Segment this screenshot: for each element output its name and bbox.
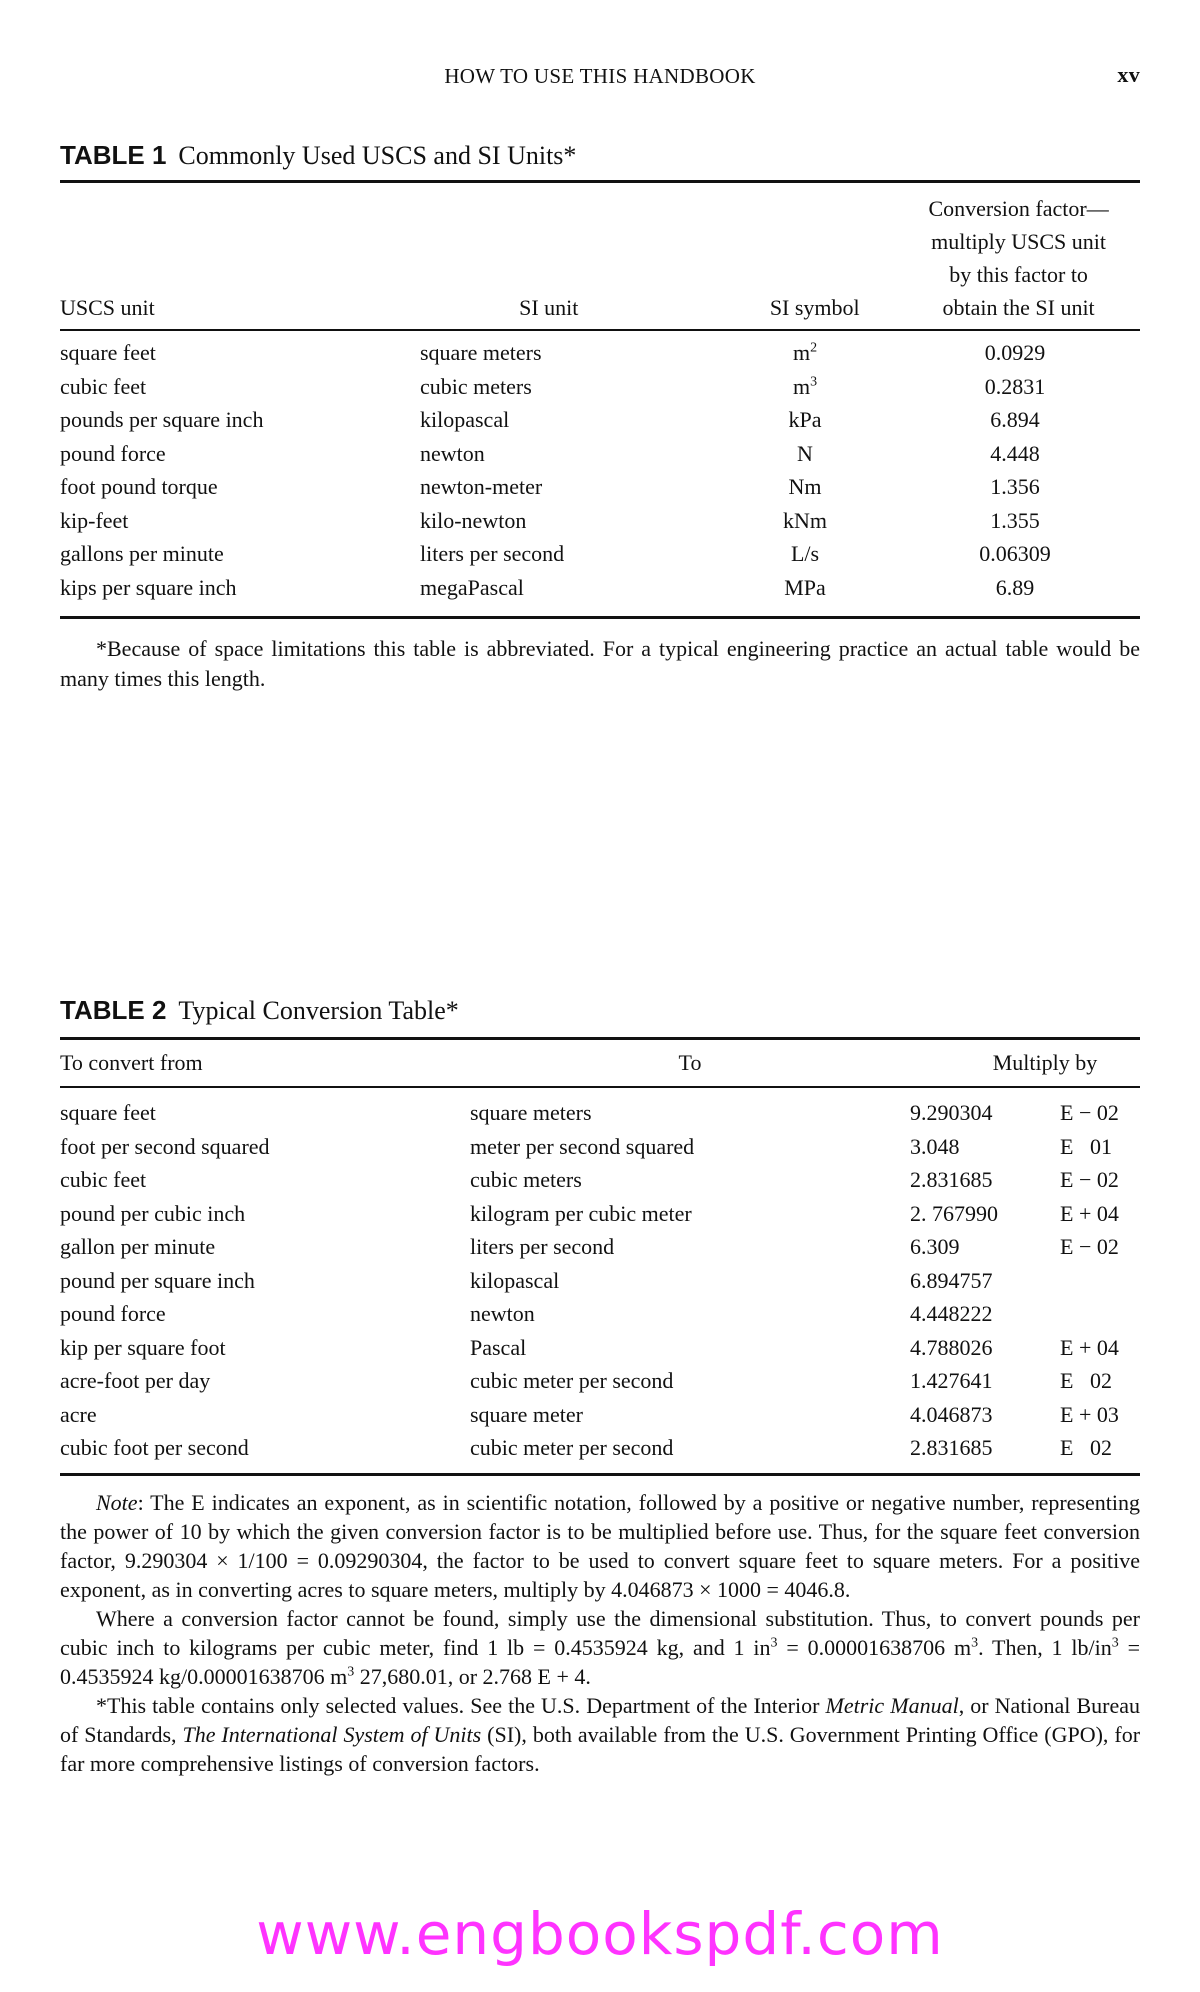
multiplier-cell: 4.788026 bbox=[910, 1334, 993, 1360]
table-row bbox=[60, 1431, 1140, 1465]
table-row bbox=[60, 336, 1140, 370]
table-row bbox=[60, 1130, 1140, 1164]
source-footnote bbox=[60, 1691, 1140, 1778]
note-text: : The E indicates an exponent, as in scientific notation, followed by a positive or negative number, representing the power of 10 by which the given conversion factor is to be multiplied before use. Thus, for the square feet conversion factor, 9.290304 × 1/100 = 0.09290304, the factor to be used to convert square feet to square meters. For a positive exponent, as in converting acres to square meters, multiply by 4.046873 × 1000 = 4046.8. bbox=[60, 1490, 1140, 1602]
exponent-cell: E − 02 bbox=[1060, 1167, 1119, 1192]
col-si-unit: SI unit bbox=[519, 295, 579, 320]
table-row bbox=[60, 1331, 1140, 1365]
table2-header bbox=[60, 1042, 1140, 1084]
si-cell: newton-meter bbox=[420, 474, 543, 499]
table1-body bbox=[60, 336, 1140, 604]
uscs-cell: square feet bbox=[60, 340, 156, 365]
multiplier-cell: 2. 767990 bbox=[910, 1200, 998, 1226]
symbol-cell bbox=[720, 403, 890, 437]
symbol-cell bbox=[720, 537, 890, 571]
note-label: Note bbox=[96, 1490, 138, 1515]
uscs-cell: gallons per minute bbox=[60, 541, 224, 566]
handbook-page bbox=[60, 0, 1140, 1992]
substitution-text: 27,680.01, or 2.768 E + 4. bbox=[354, 1664, 591, 1689]
table1-header bbox=[60, 192, 1140, 332]
multiplier-cell: 1.427641 bbox=[910, 1368, 993, 1393]
symbol-cell bbox=[720, 504, 890, 538]
from-cell: pound per square inch bbox=[60, 1267, 255, 1293]
to-cell: kilopascal bbox=[470, 1267, 560, 1293]
table1-header-rule bbox=[60, 329, 1140, 331]
from-cell: kip per square foot bbox=[60, 1334, 226, 1360]
running-title: HOW TO USE THIS HANDBOOK bbox=[444, 64, 756, 88]
symbol-cell bbox=[720, 571, 890, 605]
col-conversion-factor bbox=[897, 192, 1140, 332]
table2-notes bbox=[60, 1488, 1140, 1778]
to-cell: cubic meters bbox=[470, 1167, 582, 1192]
uscs-cell: foot pound torque bbox=[60, 474, 218, 499]
symbol-text: Nm bbox=[788, 474, 822, 499]
table2-top-rule bbox=[60, 1037, 1140, 1040]
table2-body bbox=[60, 1096, 1140, 1465]
source-text: *This table contains only selected values. See the U.S. Department of the Interior bbox=[96, 1693, 826, 1718]
from-cell: acre bbox=[60, 1401, 97, 1427]
cube-exponent: 3 bbox=[971, 1635, 979, 1651]
cube-exponent: 3 bbox=[770, 1635, 778, 1651]
to-cell: Pascal bbox=[470, 1334, 527, 1360]
si-cell: newton bbox=[420, 440, 485, 466]
exponent-cell: E 02 bbox=[1060, 1435, 1112, 1460]
si-cell: cubic meters bbox=[420, 373, 532, 399]
symbol-cell bbox=[720, 470, 890, 504]
to-cell: square meter bbox=[470, 1401, 583, 1427]
source-text: , or National Bureau of Standards, bbox=[60, 1693, 1141, 1747]
symbol-text: m bbox=[792, 373, 811, 399]
table-row bbox=[60, 571, 1140, 605]
symbol-text: N bbox=[797, 440, 813, 466]
col-conversion-line: multiply USCS unit bbox=[931, 229, 1106, 254]
exponent-cell bbox=[1060, 1264, 1140, 1298]
table-row bbox=[60, 470, 1140, 504]
exponent-cell: E 02 bbox=[1060, 1368, 1112, 1393]
col-conversion-line: by this factor to bbox=[949, 262, 1088, 287]
table2-caption bbox=[60, 995, 459, 1026]
table-row bbox=[60, 1398, 1140, 1432]
factor-cell: 0.2831 bbox=[984, 373, 1046, 399]
col-conversion-line: Conversion factor— bbox=[928, 196, 1109, 221]
substitution-text: = 0.00001638706 m bbox=[777, 1635, 972, 1660]
multiplier-cell: 2.831685 bbox=[910, 1435, 993, 1460]
col-conversion-line: obtain the SI unit bbox=[942, 295, 1095, 320]
from-cell: pound per cubic inch bbox=[60, 1200, 246, 1226]
symbol-text: kPa bbox=[788, 407, 822, 432]
si-cell: kilopascal bbox=[420, 407, 510, 432]
multiplier-cell: 6.309 bbox=[910, 1234, 960, 1259]
from-cell: gallon per minute bbox=[60, 1234, 216, 1259]
running-head bbox=[60, 60, 1140, 94]
table-row bbox=[60, 1197, 1140, 1231]
symbol-text: L/s bbox=[790, 541, 820, 566]
table-row bbox=[60, 1163, 1140, 1197]
factor-cell: 1.356 bbox=[990, 474, 1040, 499]
table1-top-rule bbox=[60, 180, 1140, 183]
factor-cell: 0.06309 bbox=[979, 541, 1051, 566]
table-row bbox=[60, 1096, 1140, 1130]
si-cell: liters per second bbox=[420, 541, 565, 566]
table2-number: TABLE 2 bbox=[60, 995, 167, 1025]
symbol-text: MPa bbox=[784, 574, 826, 600]
col-convert-from: To convert from bbox=[60, 1050, 203, 1075]
table-row bbox=[60, 1264, 1140, 1298]
page-number: xv bbox=[1117, 62, 1140, 87]
from-cell: square feet bbox=[60, 1100, 156, 1125]
uscs-cell: kips per square inch bbox=[60, 574, 237, 600]
uscs-cell: cubic feet bbox=[60, 373, 147, 399]
col-to: To bbox=[678, 1050, 702, 1075]
exponent-cell: E + 04 bbox=[1060, 1334, 1119, 1360]
multiplier-cell: 9.290304 bbox=[910, 1100, 993, 1125]
exponent-cell: E 01 bbox=[1060, 1133, 1112, 1159]
symbol-exponent: 2 bbox=[810, 340, 818, 356]
uscs-cell: pounds per square inch bbox=[60, 407, 264, 432]
table2-title: Typical Conversion Table* bbox=[178, 996, 459, 1025]
exponent-cell: E − 02 bbox=[1060, 1234, 1119, 1259]
si-cell: square meters bbox=[420, 340, 542, 365]
to-cell: cubic meter per second bbox=[470, 1368, 674, 1393]
exponent-cell: E + 04 bbox=[1060, 1200, 1119, 1226]
multiplier-cell: 6.894757 bbox=[910, 1267, 993, 1293]
si-cell: megaPascal bbox=[420, 574, 524, 600]
factor-cell: 6.894 bbox=[990, 407, 1040, 432]
table2-header-rule bbox=[60, 1086, 1140, 1088]
symbol-text: kNm bbox=[783, 507, 827, 533]
multiplier-cell: 4.448222 bbox=[910, 1301, 993, 1326]
table1-caption bbox=[60, 140, 576, 171]
to-cell: square meters bbox=[470, 1100, 592, 1125]
from-cell: acre-foot per day bbox=[60, 1368, 211, 1393]
symbol-exponent: 3 bbox=[810, 374, 818, 390]
table1-number: TABLE 1 bbox=[60, 140, 167, 170]
to-cell: cubic meter per second bbox=[470, 1435, 674, 1460]
from-cell: foot per second squared bbox=[60, 1133, 270, 1159]
substitution-text: Where a conversion factor cannot be found, simply use the dimensional substitution. Thus, to convert pounds per cubic inch to kilograms per cubic meter, find 1 lb = 0.4535924 kg, and 1 in bbox=[60, 1606, 1140, 1660]
from-cell: cubic feet bbox=[60, 1167, 147, 1192]
factor-cell: 6.89 bbox=[995, 574, 1035, 600]
from-cell: cubic foot per second bbox=[60, 1435, 249, 1460]
factor-cell: 0.0929 bbox=[984, 340, 1046, 365]
table1-bottom-rule bbox=[60, 616, 1140, 619]
symbol-cell bbox=[720, 437, 890, 471]
table-row bbox=[60, 403, 1140, 437]
to-cell: newton bbox=[470, 1301, 535, 1326]
from-cell: pound force bbox=[60, 1301, 166, 1326]
table-row bbox=[60, 370, 1140, 404]
col-multiply-by: Multiply by bbox=[992, 1050, 1098, 1075]
col-si-symbol: SI symbol bbox=[769, 295, 860, 320]
symbol-text: m bbox=[792, 340, 811, 365]
metric-manual-title: Metric Manual bbox=[825, 1693, 959, 1718]
si-cell: kilo-newton bbox=[420, 507, 527, 533]
source-text: (SI), both available from the U.S. Government Printing Office (GPO), for far more comprehensive listings of conversion factors. bbox=[60, 1722, 1141, 1776]
col-uscs-unit: USCS unit bbox=[60, 295, 155, 320]
table-row bbox=[60, 1230, 1140, 1264]
note-paragraph bbox=[60, 1488, 1140, 1604]
si-title: The International System of Units bbox=[182, 1722, 482, 1747]
uscs-cell: pound force bbox=[60, 440, 166, 466]
factor-cell: 1.355 bbox=[990, 507, 1040, 533]
table-row bbox=[60, 437, 1140, 471]
cube-exponent: 3 bbox=[347, 1664, 355, 1680]
exponent-cell bbox=[1060, 1297, 1140, 1331]
exponent-cell: E + 03 bbox=[1060, 1401, 1119, 1427]
to-cell: liters per second bbox=[470, 1234, 615, 1259]
multiplier-cell: 2.831685 bbox=[910, 1167, 993, 1192]
table-row bbox=[60, 1297, 1140, 1331]
exponent-cell: E − 02 bbox=[1060, 1100, 1119, 1125]
multiplier-cell: 3.048 bbox=[910, 1133, 960, 1159]
to-cell: kilogram per cubic meter bbox=[470, 1200, 692, 1226]
table2-bottom-rule bbox=[60, 1473, 1140, 1476]
table-row bbox=[60, 1364, 1140, 1398]
uscs-cell: kip-feet bbox=[60, 507, 129, 533]
symbol-cell bbox=[720, 336, 890, 370]
factor-cell: 4.448 bbox=[990, 440, 1040, 466]
cube-exponent: 3 bbox=[1111, 1635, 1119, 1651]
symbol-cell bbox=[720, 370, 890, 404]
substitution-text: = 0.4535924 kg/0.00001638706 m bbox=[60, 1635, 1140, 1689]
table1-footnote bbox=[60, 634, 1140, 694]
to-cell: meter per second squared bbox=[470, 1133, 695, 1159]
multiplier-cell: 4.046873 bbox=[910, 1401, 993, 1427]
substitution-text: . Then, 1 lb/in bbox=[978, 1635, 1112, 1660]
table1-title: Commonly Used USCS and SI Units* bbox=[178, 141, 577, 170]
substitution-paragraph bbox=[60, 1604, 1140, 1691]
table1-footnote-text: *Because of space limitations this table is abbreviated. For a typical engineering practice an actual table would be many times this length. bbox=[60, 636, 1140, 691]
table-row bbox=[60, 504, 1140, 538]
table-row bbox=[60, 537, 1140, 571]
watermark-url: www.engbookspdf.com bbox=[256, 1900, 944, 1968]
